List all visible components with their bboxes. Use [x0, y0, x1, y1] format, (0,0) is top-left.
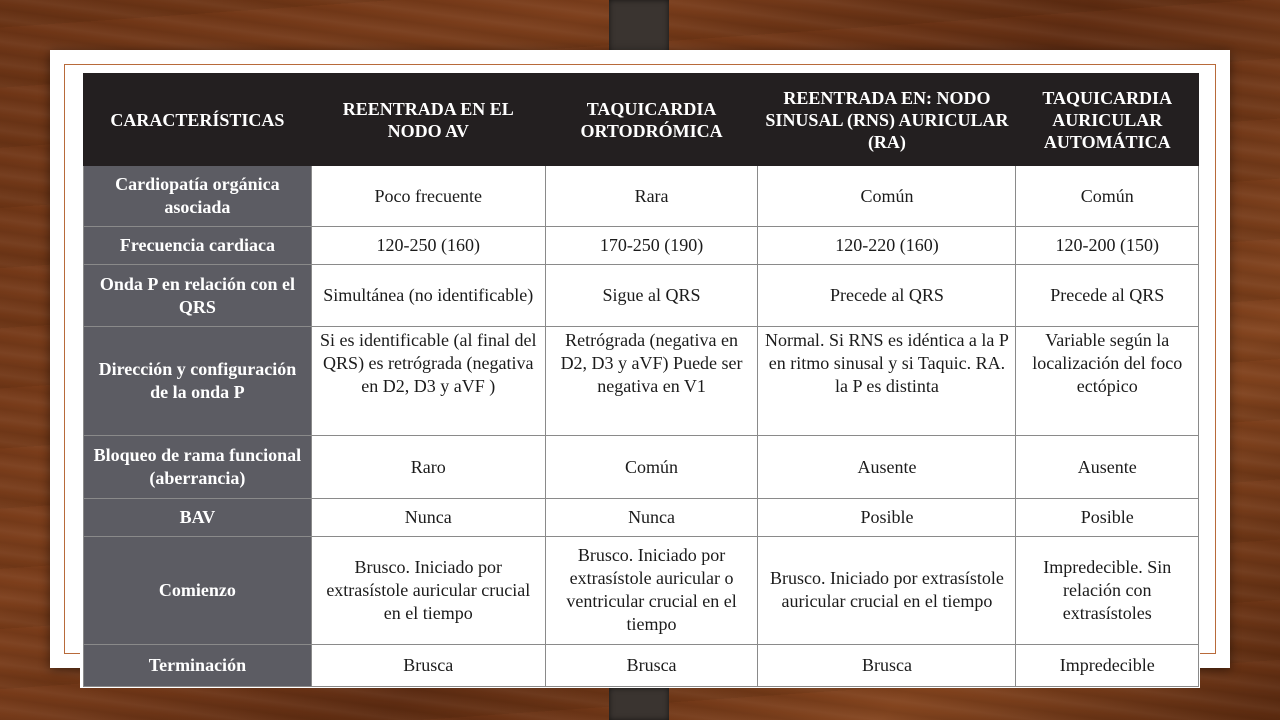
- table-cell: Simultánea (no identificable): [311, 265, 545, 327]
- table-cell: Posible: [758, 498, 1016, 536]
- table-cell: 120-250 (160): [311, 227, 545, 265]
- header-cell: REENTRADA EN EL NODO AV: [311, 74, 545, 166]
- table-cell: Si es identificable (al final del QRS) es retrógrada (negativa en D2, D3 y aVF ): [311, 327, 545, 436]
- table-cell: Impredecible: [1016, 644, 1199, 686]
- table-row: [84, 536, 1199, 644]
- table-cell: Poco frecuente: [311, 166, 545, 227]
- table-cell: Retrógrada (negativa en D2, D3 y aVF) Puede ser negativa en V1: [545, 327, 758, 436]
- header-cell: CARACTERÍSTICAS: [84, 74, 312, 166]
- table-row: [84, 166, 1199, 227]
- table-cell: Brusco. Iniciado por extrasístole auricular crucial en el tiempo: [758, 536, 1016, 644]
- table-cell: Precede al QRS: [758, 265, 1016, 327]
- row-label: Dirección y configuración de la onda P: [84, 327, 312, 436]
- table-cell: Ausente: [1016, 436, 1199, 498]
- table-cell: Raro: [311, 436, 545, 498]
- table-cell: Común: [545, 436, 758, 498]
- header-row: [84, 74, 1199, 166]
- table-cell: Común: [1016, 166, 1199, 227]
- bookmark-ribbon-bottom: [609, 688, 669, 720]
- table-cell: Nunca: [311, 498, 545, 536]
- table-cell: Variable según la localización del foco ectópico: [1016, 327, 1199, 436]
- row-label: Onda P en relación con el QRS: [84, 265, 312, 327]
- table-cell: Nunca: [545, 498, 758, 536]
- table-cell: Brusca: [545, 644, 758, 686]
- header-cell: TAQUICARDIA ORTODRÓMICA: [545, 74, 758, 166]
- table-row: [84, 327, 1199, 436]
- table-cell: Brusca: [311, 644, 545, 686]
- row-label: Terminación: [84, 644, 312, 686]
- table-cell: Común: [758, 166, 1016, 227]
- table-row: [84, 644, 1199, 686]
- table-cell: Brusco. Iniciado por extrasístole auricular o ventricular crucial en el tiempo: [545, 536, 758, 644]
- table-cell: Posible: [1016, 498, 1199, 536]
- table-cell: Precede al QRS: [1016, 265, 1199, 327]
- table-cell: 120-200 (150): [1016, 227, 1199, 265]
- table-row: [84, 436, 1199, 498]
- table-row: [84, 265, 1199, 327]
- table-cell: Normal. Si RNS es idéntica a la P en ritmo sinusal y si Taquic. RA. la P es distinta: [758, 327, 1016, 436]
- table-cell: 120-220 (160): [758, 227, 1016, 265]
- table-cell: Impredecible. Sin relación con extrasístoles: [1016, 536, 1199, 644]
- row-label: Frecuencia cardiaca: [84, 227, 312, 265]
- table-cell: Brusca: [758, 644, 1016, 686]
- table-row: [84, 498, 1199, 536]
- table-cell: Rara: [545, 166, 758, 227]
- table-cell: Brusco. Iniciado por extrasístole auricular crucial en el tiempo: [311, 536, 545, 644]
- header-cell: TAQUICARDIA AURICULAR AUTOMÁTICA: [1016, 74, 1199, 166]
- row-label: Comienzo: [84, 536, 312, 644]
- table-cell: Ausente: [758, 436, 1016, 498]
- table-cell: 170-250 (190): [545, 227, 758, 265]
- row-label: Bloqueo de rama funcional (aberrancia): [84, 436, 312, 498]
- table-cell: Sigue al QRS: [545, 265, 758, 327]
- table-row: [84, 227, 1199, 265]
- header-cell: REENTRADA EN: NODO SINUSAL (RNS) AURICULAR (RA): [758, 74, 1016, 166]
- row-label: Cardiopatía orgánica asociada: [84, 166, 312, 227]
- tachycardia-comparison-table: [83, 73, 1199, 687]
- comparison-table-container: [80, 70, 1200, 688]
- row-label: BAV: [84, 498, 312, 536]
